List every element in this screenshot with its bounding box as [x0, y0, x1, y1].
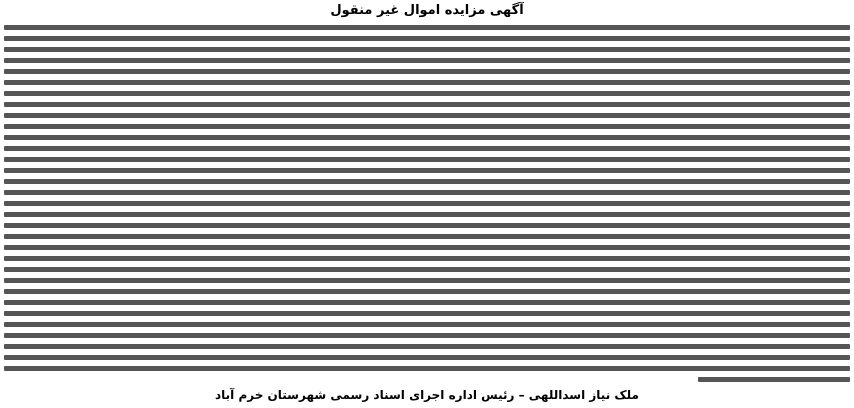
body-text-line — [4, 47, 850, 52]
body-text-line — [4, 179, 850, 184]
body-text-line — [4, 80, 850, 85]
body-text-line — [4, 355, 850, 360]
body-text-line — [4, 201, 850, 206]
body-text-line — [4, 223, 850, 228]
body-text-line — [4, 168, 850, 173]
notice-body-text — [4, 22, 850, 384]
body-text-line — [4, 113, 850, 118]
body-text-line — [4, 102, 850, 107]
body-text-line — [4, 135, 850, 140]
body-text-line — [4, 289, 850, 294]
body-text-line — [4, 333, 850, 338]
body-text-line — [4, 256, 850, 261]
body-text-line — [4, 124, 850, 129]
body-text-line — [698, 377, 850, 382]
body-text-line — [4, 245, 850, 250]
body-text-line — [4, 190, 850, 195]
body-text-line — [4, 91, 850, 96]
body-text-line — [4, 69, 850, 74]
body-text-line — [4, 278, 850, 283]
body-text-line — [4, 58, 850, 63]
body-text-line — [4, 344, 850, 349]
body-text-line — [4, 311, 850, 316]
body-text-line — [4, 366, 850, 371]
body-text-line — [4, 267, 850, 272]
body-text-line — [4, 25, 850, 30]
body-text-line — [4, 157, 850, 162]
body-text-line — [4, 234, 850, 239]
body-text-line — [4, 212, 850, 217]
body-text-line — [4, 300, 850, 305]
notice-signature: ملک نیاز اسداللهی – رئیس اداره اجرای اسناد رسمی شهرستان خرم آباد — [214, 388, 639, 402]
notice-title: آگهی مزایده اموال غیر منقول — [330, 3, 524, 18]
body-text-line — [4, 36, 850, 41]
body-text-line — [4, 322, 850, 327]
body-text-line — [4, 146, 850, 151]
